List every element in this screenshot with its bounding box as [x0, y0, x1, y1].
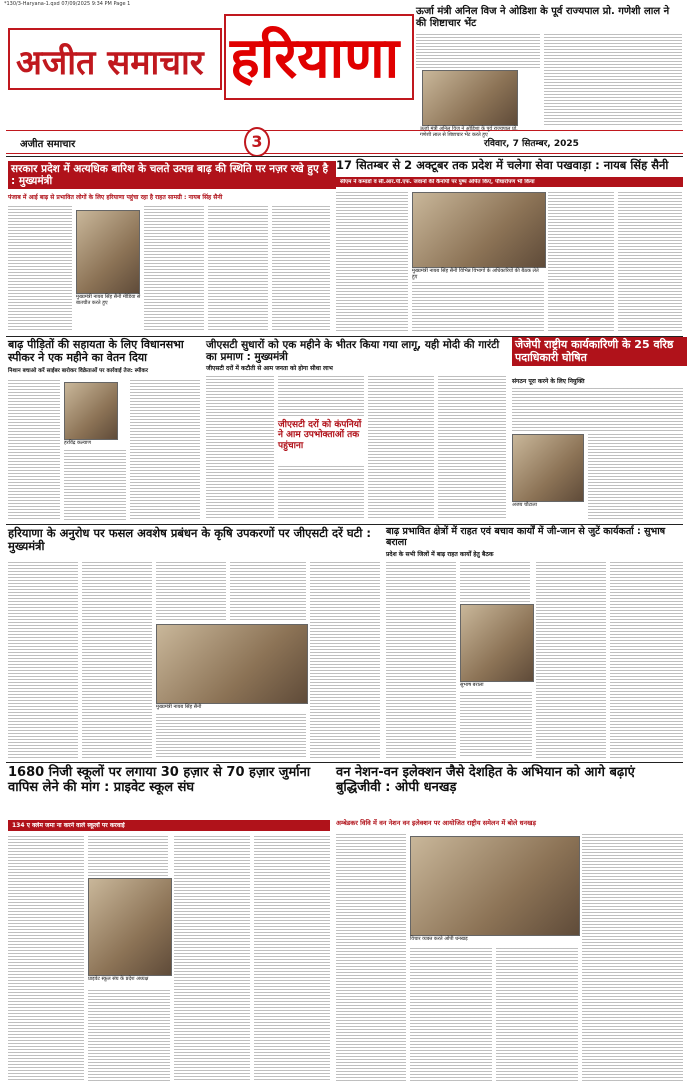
story4-col-4 — [438, 376, 506, 520]
story7-col-4 — [610, 562, 683, 758]
story7-headline: बाढ़ प्रभावित क्षेत्रों में राहत एवं बचाव कार्यों में जी-जान से जुटें कार्यकर्ता : सुभाष बराला — [386, 526, 666, 548]
story2-caption: मुख्यमंत्री नायब सिंह सैनी विभिन्न विभागों के अधिकारियों की बैठक लेते हुए — [412, 268, 539, 280]
story8-subhead: 134 ए क्लेम जमा ना करने वाले स्कूलों पर करवाई — [12, 822, 125, 829]
page-number: 3 — [251, 132, 263, 151]
top-right-photo — [422, 70, 518, 126]
top-right-body-1 — [416, 34, 540, 68]
story3-caption: हरविंद्र कल्याण — [64, 440, 91, 446]
story2-col-4 — [618, 192, 682, 332]
story5-headline: जेजेपी राष्ट्रीय कार्यकारिणी के 25 वरिष्ठ पदाधिकारी घोषित — [512, 337, 687, 366]
story9-col-2 — [410, 948, 492, 1082]
story8-col-4 — [254, 836, 330, 1082]
story2-col-1 — [336, 192, 408, 332]
story1-col-4 — [272, 206, 330, 332]
dateline-bar — [6, 130, 683, 154]
rule-3 — [6, 524, 683, 525]
masthead — [6, 10, 410, 124]
story5-body-2 — [588, 434, 683, 520]
story4-col-2 — [278, 376, 364, 416]
story1-photo — [76, 210, 140, 294]
story4-col-1 — [206, 376, 274, 520]
story8-photo — [88, 878, 172, 976]
story7-photo — [460, 604, 534, 682]
rule-4 — [6, 762, 683, 763]
story5-subhead: संगठन पूरा करने के लिए नियुक्ति — [512, 378, 585, 385]
story4-headline: जीएसटी सुधारों को एक महीने के भीतर किया गया लागू, यही मोदी की गारंटी का प्रमाण : मुख्यमंत्री — [206, 339, 500, 364]
story9-col-1 — [336, 834, 406, 1082]
story5-caption: अजय चौटाला — [512, 502, 537, 508]
story6-col-1 — [8, 562, 78, 758]
story6-col-3b — [156, 714, 306, 758]
story2-col-3 — [548, 192, 614, 332]
masthead-edition: हरियाणा — [230, 25, 400, 91]
story7-col-1 — [386, 562, 456, 758]
story7-col-3 — [536, 562, 606, 758]
story4-subhead: जीएसटी दरों में कटौती से आम जनता को होगा सीधा लाभ — [206, 365, 333, 372]
dateline-left: अजीत समाचार — [20, 139, 76, 150]
story2-headline: 17 सितम्बर से 2 अक्टूबर तक प्रदेश में चलेगा सेवा पखवाड़ा : नायब सिंह सैनी — [336, 158, 669, 172]
story4-col-2b — [278, 466, 364, 520]
dateline-date: रविवार, 7 सितम्बर, 2025 — [484, 139, 579, 149]
story9-caption: विचार व्यक्त करते ओपी धनखड़ — [410, 936, 468, 942]
story9-subhead: अम्बेडकर विवि में वन नेशन वन इलेक्शन पर आयोजित राष्ट्रीय समेलन में बोले धनखड़ — [336, 819, 536, 827]
story9-col-4 — [582, 834, 683, 1082]
page-number-badge — [244, 127, 270, 157]
story8-headline: 1680 निजी स्कूलों पर लगाया 30 हज़ार से 70 हज़ार जुर्माना वापिस लेने की मांग : प्राइवेट स्कूल संघ — [8, 765, 311, 795]
story9-col-3 — [496, 948, 578, 1082]
story2-photo — [412, 192, 546, 268]
story7-col-2b — [460, 692, 532, 758]
story7-col-2 — [460, 562, 530, 602]
story4-inline-head: जीएसटी दरों को कंपनियों ने आम उपभोक्ताओं तक पहुंचाना — [278, 420, 362, 451]
story2-subhead: सीएम ने कमांडो व सी.आर.पी.एफ. जवानों की कैनोपी पर पुष्प अर्पित किए, पौधारोपण भी किया — [340, 179, 535, 185]
story1-headline: सरकार प्रदेश में अत्यधिक बारिश के चलते उत्पन्न बाढ़ की स्थिति पर नज़र रखे हुए है : मुख्यमंत्री — [8, 161, 336, 189]
story3-photo — [64, 382, 118, 440]
story6-col-5 — [310, 562, 380, 758]
story1-col-3 — [208, 206, 268, 332]
story6-col-4 — [230, 562, 306, 622]
print-marker: *130/3-Haryana-1.qxd 07/09/2025 9:34 PM Page 1 — [4, 1, 131, 7]
story6-headline: हरियाणा के अनुरोध पर फसल अवशेष प्रबंधन के कृषि उपकरणों पर जीएसटी दरें घटी : मुख्यमंत्री — [8, 526, 372, 554]
story4-col-3 — [368, 376, 434, 520]
story1-col-1 — [8, 206, 72, 332]
story6-col-2 — [82, 562, 152, 758]
story3-subhead: निशान बचाओ करें साईबर बारोकर विक्रेताओं पर कार्रवाई तेज: स्पीकर — [8, 368, 148, 374]
masthead-edition-box — [224, 14, 414, 100]
story1-caption: मुख्यमंत्री नायब सिंह सैनी मीडिया से बातचीत करते हुए — [76, 294, 141, 306]
story3-col-3 — [130, 380, 200, 520]
story6-caption: मुख्यमंत्री नायब सिंह सैनी — [156, 704, 202, 710]
story1-subhead: पंजाब में आई बाढ़ से प्रभावित लोगों के लिए हरियाणा पहुंचा रहा है राहत सामग्री : नायब सिंह सैनी — [8, 194, 223, 201]
story5-photo — [512, 434, 584, 502]
story3-col-2 — [64, 450, 126, 520]
masthead-name: अजीत समाचार — [16, 43, 204, 83]
story8-col-3 — [174, 836, 250, 1082]
story3-headline: बाढ़ पीड़ितों की सहायता के लिए विधानसभा स्पीकर ने एक महीने का वेतन दिया — [8, 338, 184, 364]
story3-col-1 — [8, 380, 60, 520]
top-right-caption: ऊर्जा मंत्री अनिल विज ने ओडिशा के पूर्व राज्यपाल प्रो. गणेशी लाल से शिष्टाचार भेंट करते हुए — [420, 126, 518, 138]
story8-col-1 — [8, 836, 84, 1082]
story6-col-3 — [156, 562, 226, 622]
story2-col-2 — [412, 282, 544, 332]
top-right-body-2 — [544, 34, 682, 126]
top-right-headline: ऊर्जा मंत्री अनिल विज ने ओडिशा के पूर्व राज्यपाल प्रो. गणेशी लाल ने की शिष्टाचार भेंट — [416, 6, 670, 29]
rule-1 — [6, 156, 683, 157]
story7-subhead: प्रदेश के सभी जिलों में बाढ़ राहत कार्यों हेतु बैठक — [386, 551, 494, 558]
story5-body-1 — [512, 388, 683, 432]
story6-photo — [156, 624, 308, 704]
story7-caption: सुभाष बराला — [460, 682, 484, 688]
story1-col-2 — [144, 206, 204, 332]
story8-caption: प्राइवेट स्कूल संघ के प्रदेश अध्यक्ष — [88, 976, 149, 982]
story9-headline: वन नेशन-वन इलेक्शन जैसे देशहित के अभियान को आगे बढ़ाएं बुद्धिजीवी : ओपी धनखड़ — [336, 765, 635, 795]
masthead-name-box — [8, 28, 222, 90]
story8-col-2b — [88, 990, 170, 1082]
story8-col-2a — [88, 836, 168, 876]
story9-photo — [410, 836, 580, 936]
